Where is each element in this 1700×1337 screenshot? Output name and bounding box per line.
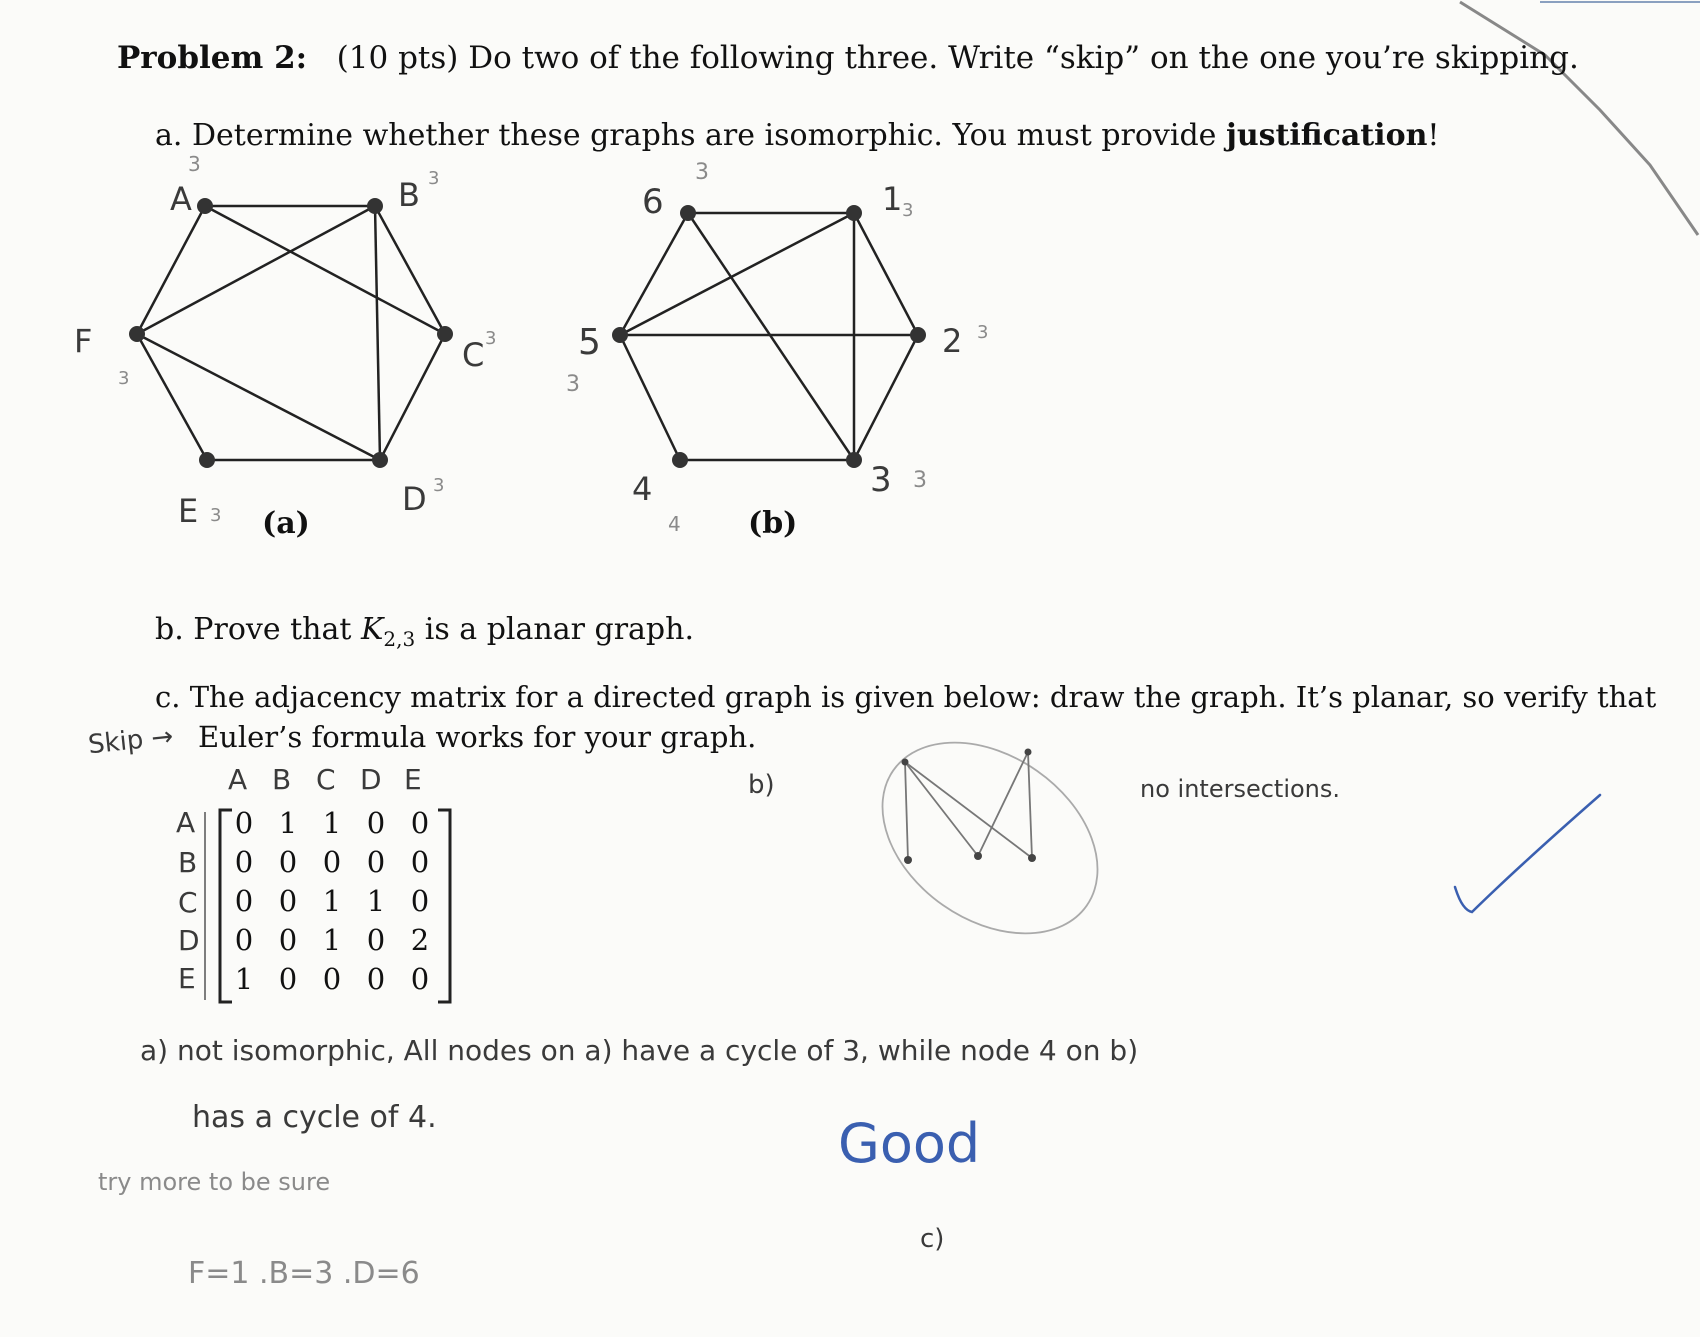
vertex-6 [680,205,696,221]
degree-4: 4 [668,512,681,536]
part-b-subscript: 2,3 [383,627,416,651]
matrix-cell: 1 [322,884,342,918]
row-header: E [178,962,196,995]
col-header: E [404,763,422,796]
part-b-text-after: is a planar graph. [424,612,694,647]
part-c-marker: c. [155,680,181,714]
vertex-a [197,198,213,214]
graph-b [620,213,918,460]
hand-euler: F=1 .B=3 .D=6 [188,1256,420,1291]
col-header: D [360,763,382,796]
label-4: 4 [632,470,653,508]
graph-b-caption: (b) [748,506,798,541]
degree-6: 3 [695,160,709,185]
matrix-cell: 0 [278,884,298,918]
matrix-cell: 1 [322,923,342,957]
degree-d: 3 [433,475,445,496]
vertex-4 [672,452,688,468]
edge-c-d [380,334,445,460]
vertex-2 [910,327,926,343]
vertex-5 [612,327,628,343]
edge-4-5 [620,335,680,460]
matrix-cell: 1 [278,806,298,840]
sketch-edge-5 [978,752,1028,856]
part-b-prompt [155,612,694,651]
matrix-cell: 0 [278,845,298,879]
label-5: 5 [578,322,601,363]
col-header: A [228,763,248,796]
edge-f-d [137,334,380,460]
k23-sketch [846,703,1133,973]
label-d: D [402,480,427,518]
col-header: B [272,763,292,796]
hand-b-label: b) [748,770,775,800]
edge-1-2 [854,213,918,335]
matrix-cell: 2 [410,923,430,957]
graph-b-vertices [612,205,926,468]
problem-heading [117,40,1579,76]
label-1: 1 [882,180,903,218]
hand-no-intersections: no intersections. [1140,775,1341,803]
matrix-cell: 0 [410,884,430,918]
part-b-text-before: Prove that [193,612,352,647]
degree-c: 3 [485,328,497,349]
label-b: B [398,176,420,214]
part-a-marker: a. [155,118,183,153]
hand-answer-a-line2: has a cycle of 4. [192,1100,437,1135]
degree-1: 3 [902,200,914,221]
matrix-cell: 0 [322,962,342,996]
skip-note: Skip → [86,721,175,761]
label-6: 6 [642,182,664,222]
row-header: C [178,886,198,919]
graph-a-caption: (a) [262,506,310,541]
scan-corner-fold [1460,2,1698,235]
sketch-vertex [902,759,909,766]
graph-a-vertices [129,198,453,468]
matrix-cell: 1 [322,806,342,840]
matrix-cell: 0 [410,806,430,840]
matrix-cell: 0 [366,923,386,957]
hand-c-label: c) [920,1224,945,1254]
part-a-emphasis: justification [1225,118,1428,153]
sketch-vertex [974,852,982,860]
edge-b-f [137,206,375,334]
matrix-cell: 0 [322,845,342,879]
matrix-cell: 0 [234,845,254,879]
matrix-cell: 0 [366,962,386,996]
label-c: C [462,336,485,374]
part-c-line1 [155,680,1656,714]
label-a: A [170,180,192,218]
row-header: B [178,846,198,879]
sketch-vertex [904,856,912,864]
edge-2-3 [854,335,918,460]
vertex-d [372,452,388,468]
hand-good: Good [838,1112,981,1175]
label-2: 2 [942,322,963,360]
row-header: D [178,924,200,957]
problem-label: Problem 2: [117,40,308,76]
degree-a: 3 [188,152,201,176]
label-e: E [178,492,199,530]
part-c-line2: Euler’s formula works for your graph. [198,720,757,754]
vertex-c [437,326,453,342]
part-a-text: Determine whether these graphs are isomorphic. You must provide [191,118,1217,153]
part-c-text-1: The adjacency matrix for a directed graph is given below: draw the graph. It’s planar, so verify that [189,680,1657,714]
sketch-ellipse [846,703,1133,973]
part-a-end: ! [1427,118,1440,153]
degree-3: 3 [913,468,927,493]
matrix-cell: 0 [278,962,298,996]
problem-instruction: Do two of the following three. Write “skip” on the one you’re skipping. [468,40,1579,76]
part-b-marker: b. [155,612,184,647]
check-mark [1455,795,1600,912]
col-header: C [316,763,336,796]
matrix-cell: 0 [234,923,254,957]
edge-6-3 [688,213,854,460]
sketch-vertex [1025,749,1032,756]
matrix-cell: 0 [278,923,298,957]
vertex-f [129,326,145,342]
matrix-cell: 0 [234,806,254,840]
vertex-1 [846,205,862,221]
hand-answer-a-line1: a) not isomorphic, All nodes on a) have a cycle of 3, while node 4 on b) [140,1034,1139,1067]
part-b-k: K [361,612,384,647]
adjacency-matrix [222,806,442,1006]
degree-e: 3 [210,505,222,526]
label-3: 3 [870,460,892,500]
matrix-cell: 0 [366,806,386,840]
vertex-e [199,452,215,468]
degree-f: 3 [118,368,130,389]
matrix-cell: 1 [366,884,386,918]
label-f: F [74,322,93,360]
matrix-cell: 0 [234,884,254,918]
matrix-cell: 0 [366,845,386,879]
sketch-edge-1 [905,762,908,860]
matrix-cell: 0 [410,845,430,879]
part-a-prompt [155,118,1439,153]
degree-5: 3 [566,372,580,397]
matrix-cell: 1 [234,962,254,996]
problem-points: (10 pts) [336,40,459,76]
sketch-vertex [1028,854,1036,862]
hand-try-more: try more to be sure [98,1168,331,1196]
graph-a [137,206,445,460]
vertex-b [367,198,383,214]
row-header: A [176,806,196,839]
vertex-3 [846,452,862,468]
edge-b-d [375,206,380,460]
matrix-cell: 0 [410,962,430,996]
degree-2: 3 [977,322,989,343]
degree-b: 3 [428,168,440,189]
